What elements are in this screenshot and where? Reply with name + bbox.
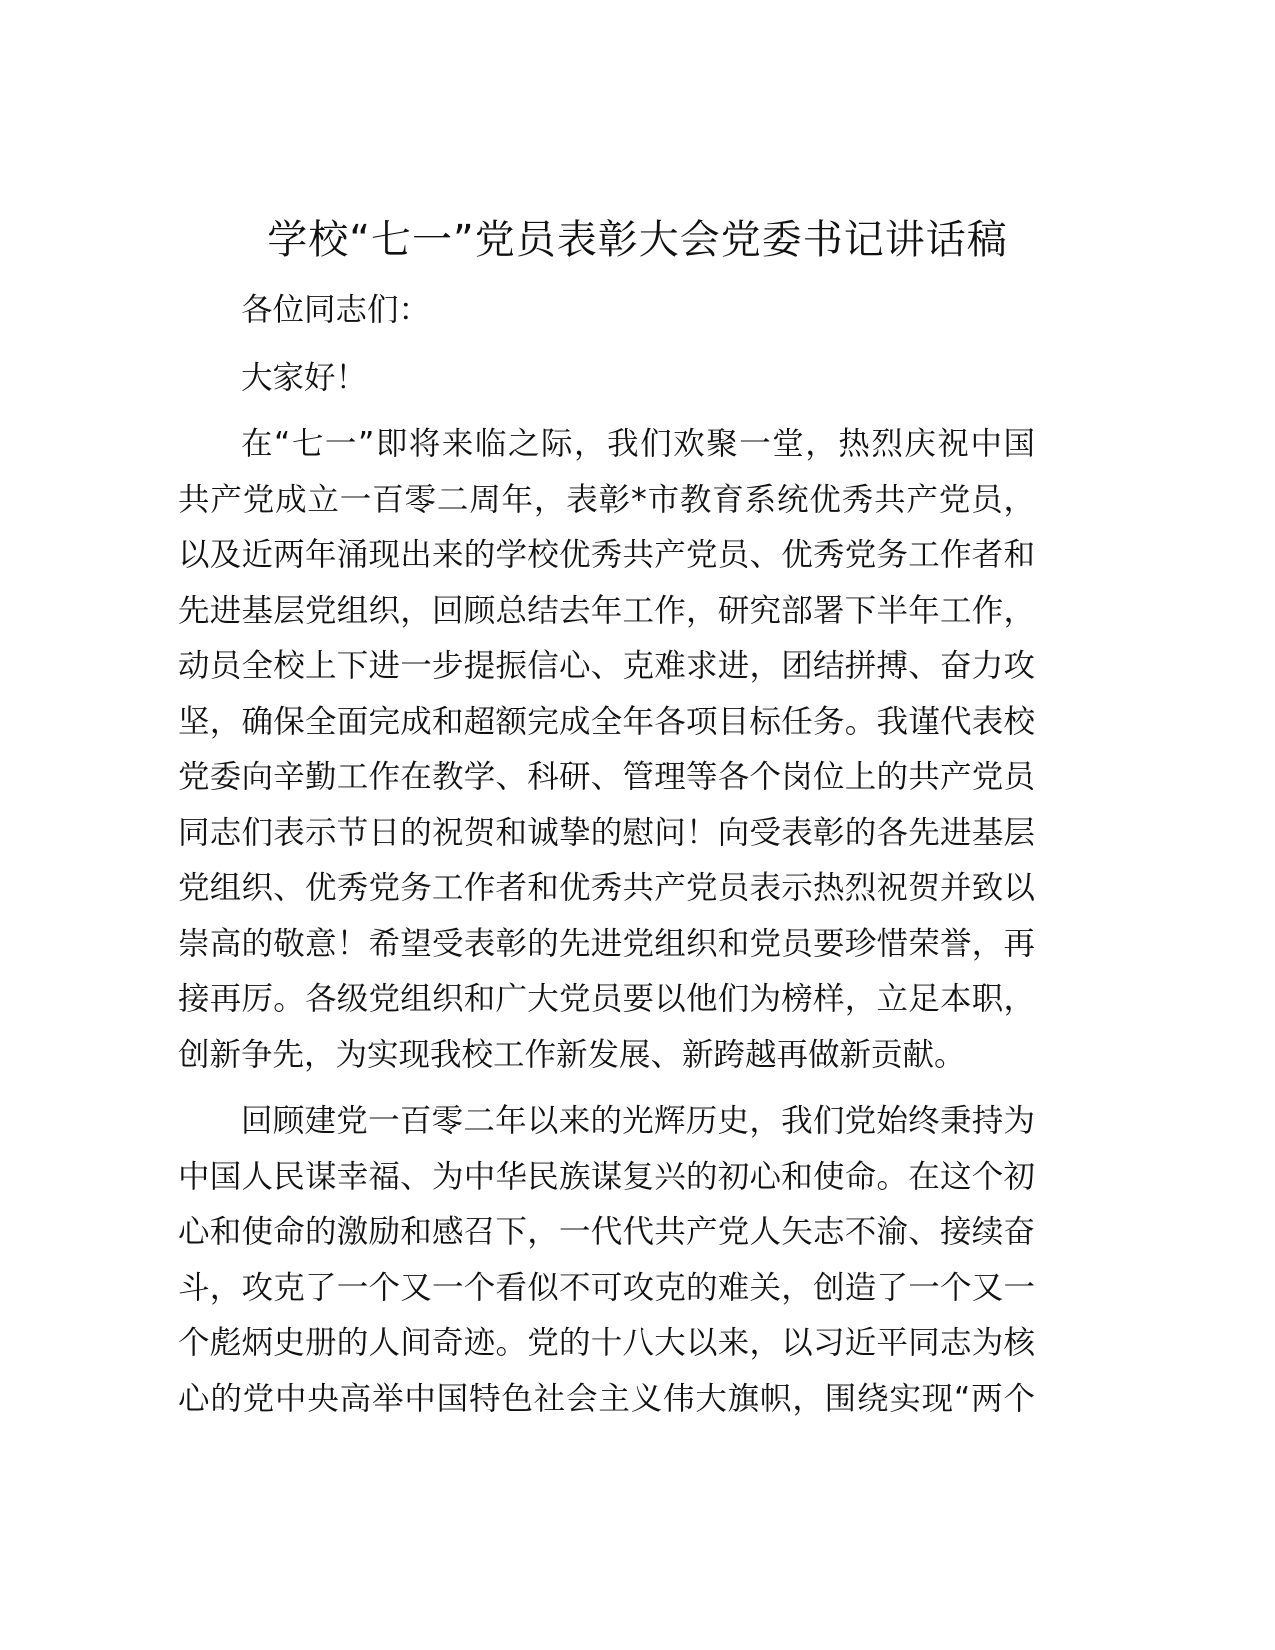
text-line: 党组织、优秀党务工作者和优秀共产党员表示热烈祝贺并致以 bbox=[178, 870, 1035, 906]
text-line: 在“七一”即将来临之际，我们欢聚一堂，热烈庆祝中国 bbox=[241, 426, 1035, 462]
text-line: 接再厉。各级党组织和广大党员要以他们为榜样，立足本职， bbox=[178, 981, 1035, 1017]
document-title: 学校“七一”党员表彰大会党委书记讲话稿 bbox=[267, 217, 1008, 263]
text-line: 斗，攻克了一个又一个看似不可攻克的难关，创造了一个又一 bbox=[178, 1269, 1035, 1306]
text-line: 个彪炳史册的人间奇迹。党的十八大以来，以习近平同志为核 bbox=[178, 1325, 1035, 1361]
text-line: 共产党成立一百零二周年，表彰*市教育系统优秀共产党员， bbox=[178, 481, 1035, 518]
text-line: 党委向辛勤工作在教学、科研、管理等各个岗位上的共产党员 bbox=[178, 759, 1035, 795]
text-line: 回顾建党一百零二年以来的光辉历史，我们党始终秉持为 bbox=[241, 1103, 1035, 1139]
paragraph-2 bbox=[178, 1094, 1035, 1427]
text-line: 先进基层党组织，回顾总结去年工作，研究部署下半年工作， bbox=[178, 592, 1035, 629]
text-line: 动员全校上下进一步提振信心、克难求进，团结拼搏、奋力攻 bbox=[178, 648, 1035, 684]
greeting: 大家好！ bbox=[241, 360, 368, 396]
paragraph-1 bbox=[178, 417, 1035, 1083]
text-line: 以及近两年涌现出来的学校优秀共产党员、优秀党务工作者和 bbox=[178, 537, 1035, 573]
text-line: 心的党中央高举中国特色社会主义伟大旗帜，围绕实现“两个 bbox=[178, 1380, 1035, 1417]
text-line: 创新争先，为实现我校工作新发展、新跨越再做新贡献。 bbox=[178, 1036, 966, 1073]
text-line: 中国人民谋幸福、为中华民族谋复兴的初心和使命。在这个初 bbox=[178, 1158, 1035, 1195]
text-line: 同志们表示节日的祝贺和诚挚的慰问！向受表彰的各先进基层 bbox=[178, 814, 1035, 851]
text-line: 崇高的敬意！希望受表彰的先进党组织和党员要珍惜荣誉，再 bbox=[178, 925, 1035, 962]
text-line: 心和使命的激励和感召下，一代代共产党人矢志不渝、接续奋 bbox=[178, 1214, 1035, 1250]
salutation: 各位同志们： bbox=[241, 292, 431, 328]
text-line: 坚，确保全面完成和超额完成全年各项目标任务。我谨代表校 bbox=[178, 703, 1035, 740]
